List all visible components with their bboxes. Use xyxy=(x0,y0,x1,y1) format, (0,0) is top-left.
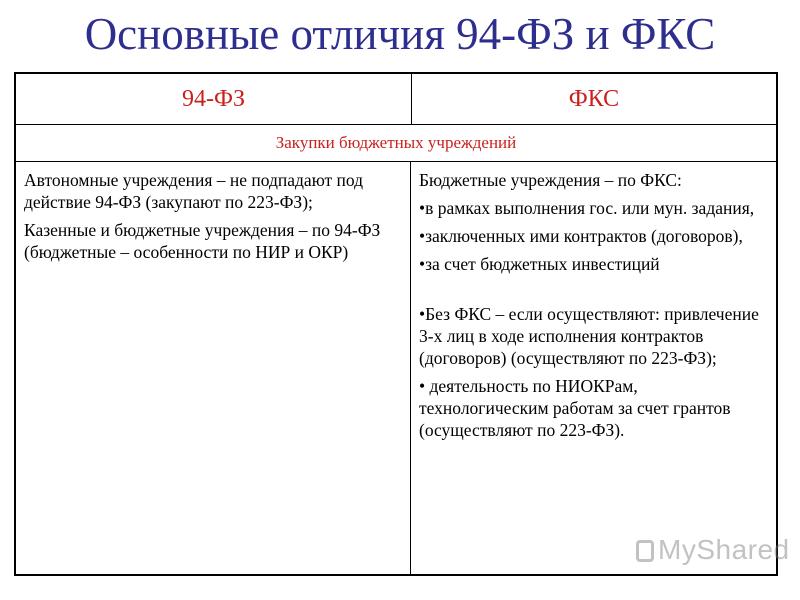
header-cell-fks: ФКС xyxy=(568,86,620,112)
table-subheader: Закупки бюджетных учреждений xyxy=(16,125,776,162)
left-paragraph-state: Казенные и бюджетные учреждения – по 94-ФЗ (бюджетные – особенности по НИР и ОКР) xyxy=(24,220,381,262)
right-bullet-contracts: •заключенных ими контрактов (договоров), xyxy=(419,226,743,246)
table-header-row xyxy=(16,74,776,125)
right-column-cell xyxy=(412,162,776,574)
watermark-text: MyShared xyxy=(658,534,790,565)
right-bullet-without-fks: •Без ФКС – если осуществляют: привлечение 3-х лиц в ходе исполнения контрактов (договоров) (осуществляют по 223-ФЗ); xyxy=(419,304,759,368)
header-cell-94fz: 94-ФЗ xyxy=(182,86,245,112)
left-paragraph-autonomous: Автономные учреждения – не подпадают под действие 94-ФЗ (закупают по 223-ФЗ); xyxy=(24,170,364,212)
comparison-table xyxy=(14,72,778,576)
right-bullet-niokr: • деятельность по НИОКРам, технологическим работам за счет грантов (осуществляют по 223-ФЗ). xyxy=(419,376,731,440)
right-paragraph-intro: Бюджетные учреждения – по ФКС: xyxy=(419,170,682,190)
right-bullet-assignment: •в рамках выполнения гос. или мун. задания, xyxy=(419,198,755,218)
watermark-logo xyxy=(636,534,790,566)
slide-title: Основные отличия 94-ФЗ и ФКС xyxy=(84,9,716,59)
watermark-icon xyxy=(636,540,654,562)
left-column-cell xyxy=(16,162,411,574)
right-bullet-investments: •за счет бюджетных инвестиций xyxy=(419,254,660,274)
